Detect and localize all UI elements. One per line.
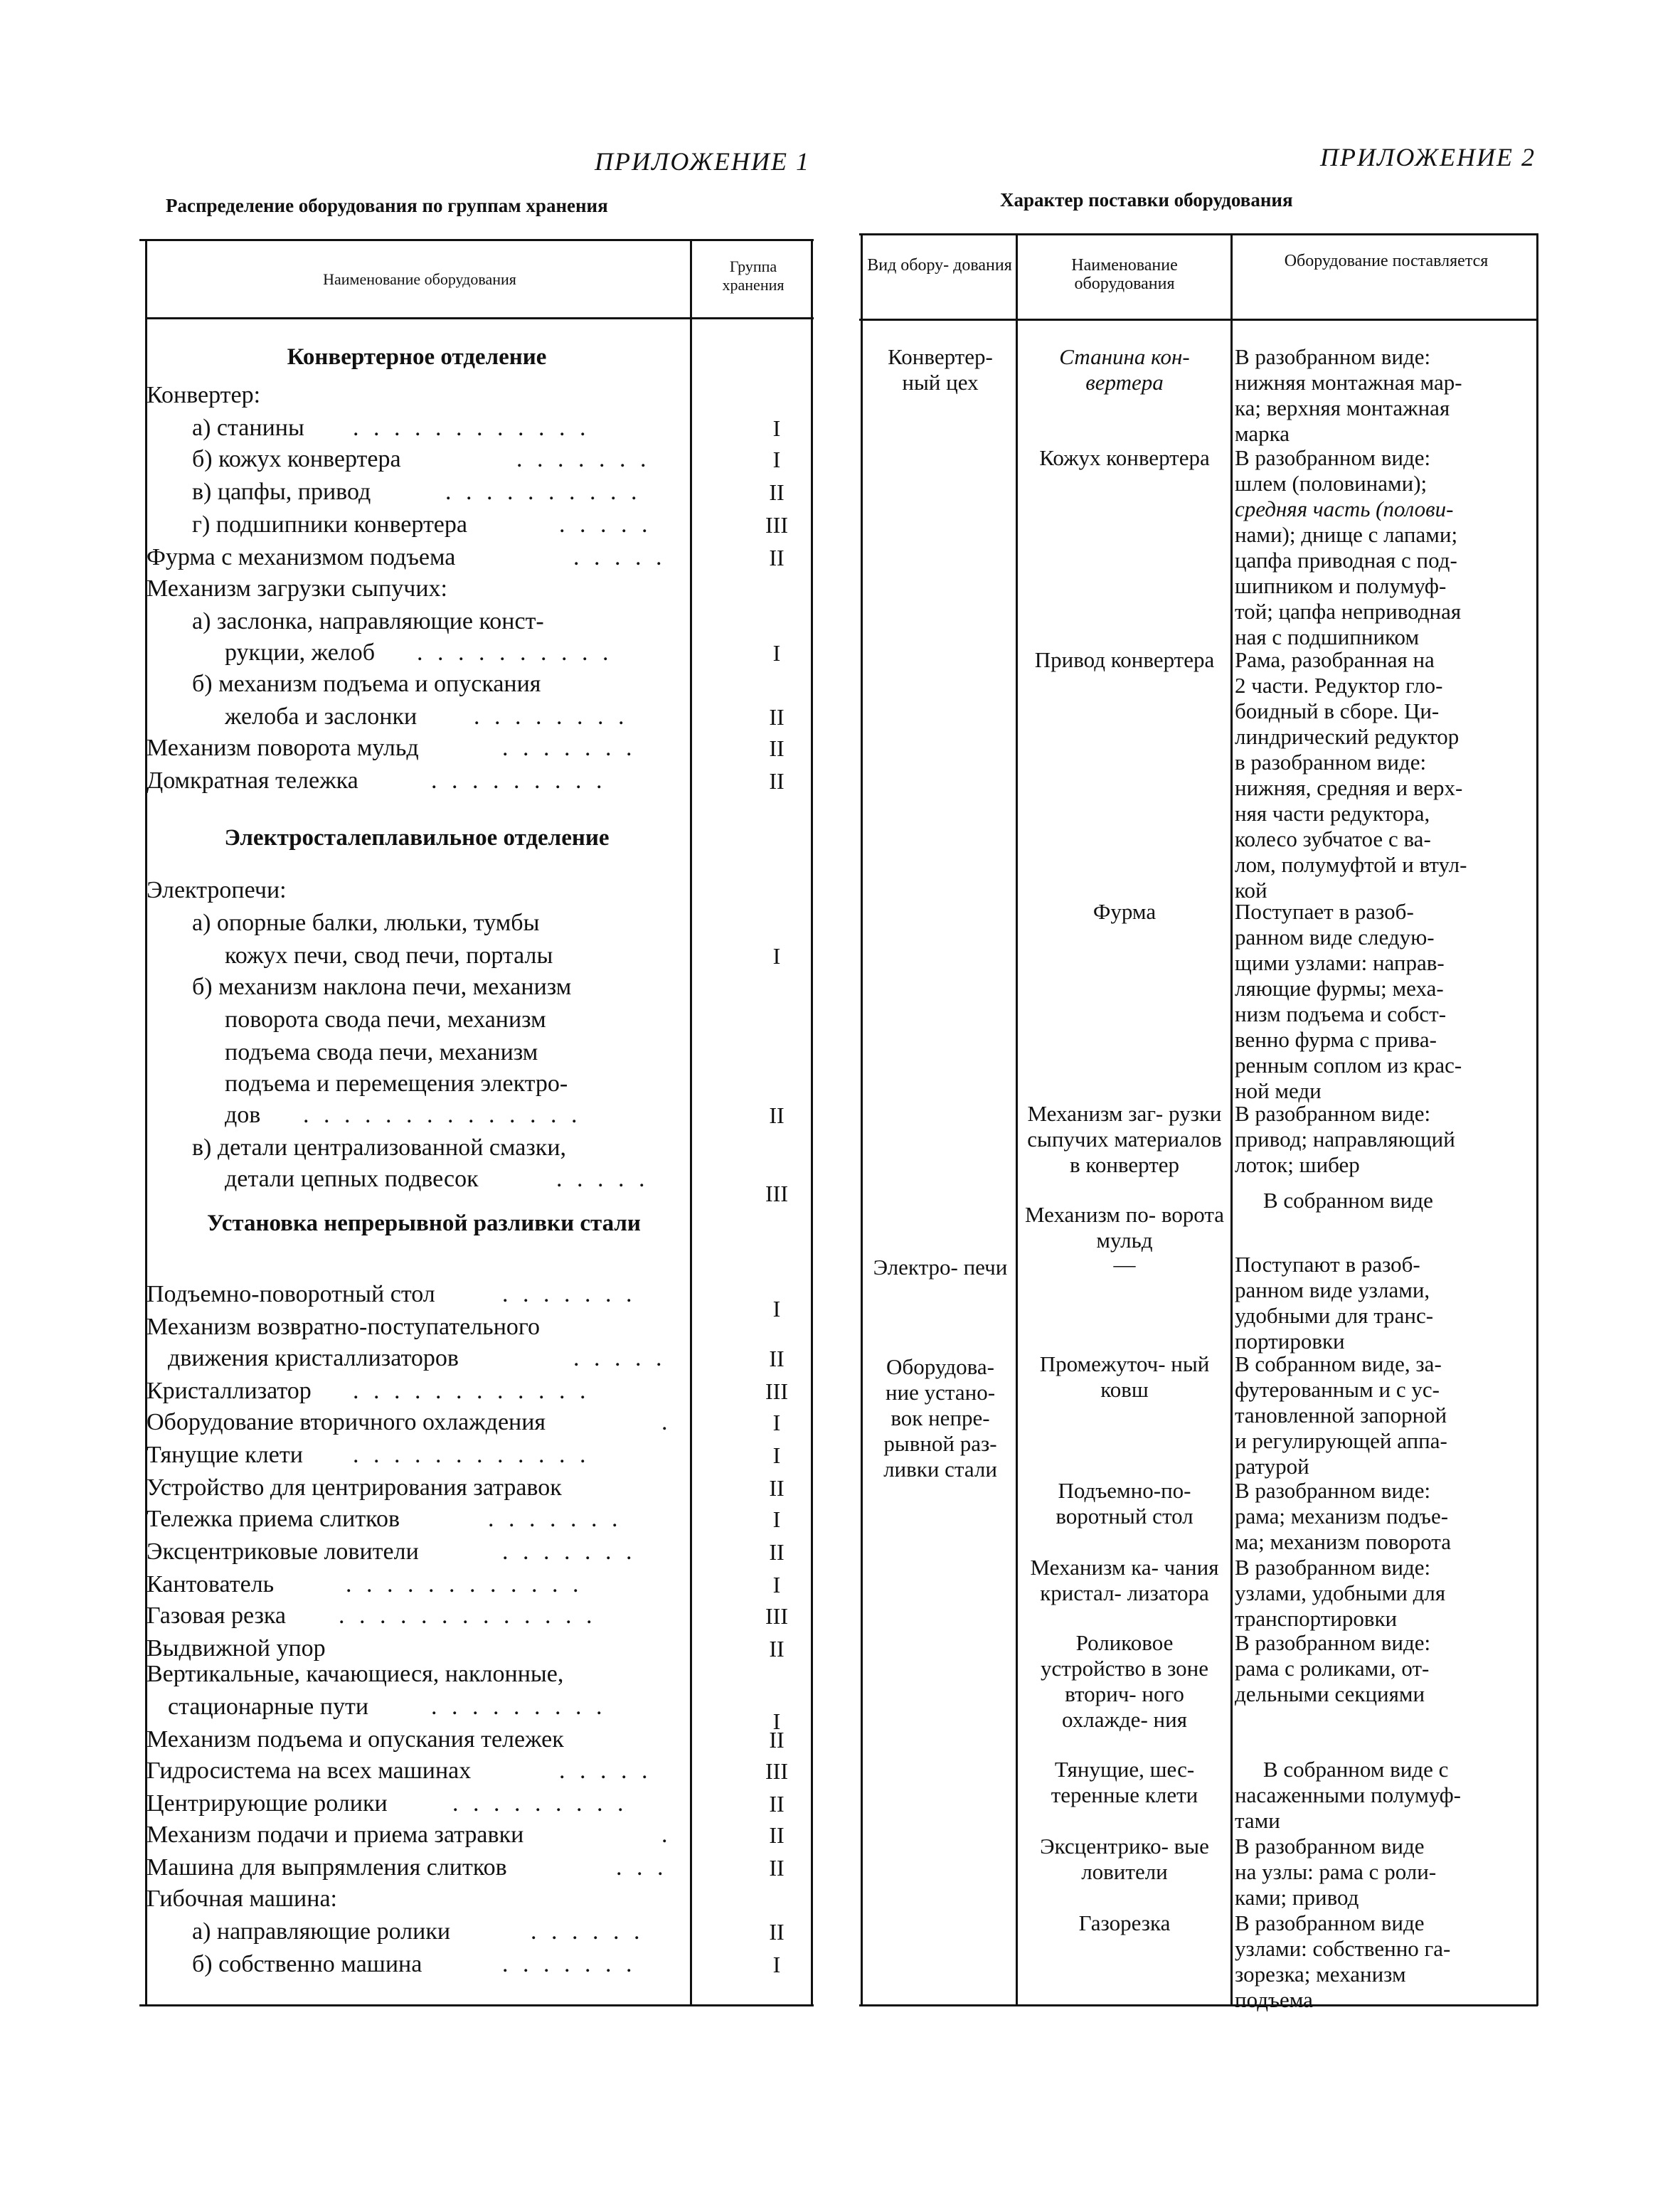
delivery-line: нижняя, средняя и верх- [1235,775,1463,800]
row-name: стационарные пути [168,1694,369,1720]
item-delivery [1235,1478,1549,1555]
row-name: Машина для выпрямления слитков [147,1854,507,1881]
row-group: II [769,1539,785,1565]
table1-header-rule [147,317,814,319]
row-group: II [769,768,785,794]
item-delivery [1235,1630,1549,1707]
item-name: Фурма [1092,899,1157,924]
row-group: I [772,1708,781,1734]
delivery-line: зорезка; механизм [1235,1962,1406,1987]
leader-dots: . . . . . . . [502,1538,637,1565]
delivery-line: привод; направляющий [1235,1127,1455,1152]
row-name: Гибочная машина: [147,1886,337,1912]
row-group: II [769,1855,785,1881]
delivery-line: В собранном виде с [1263,1757,1449,1782]
section-title: Конвертерное отделение [287,344,547,370]
row-name: Устройство для центрирования затравок [147,1474,562,1501]
row-group: II [769,1475,785,1501]
row-group: II [769,1727,785,1753]
table-row [147,573,886,605]
table-row [147,875,886,906]
delivery-line: ма; механизм поворота [1235,1529,1451,1554]
delivery-line: В разобранном виде: [1235,1630,1431,1655]
item-name: Механизм заг- рузки сыпучих материалов в конвертер [1027,1101,1222,1177]
item-delivery [1235,344,1549,447]
leader-dots: . . . . . . . . . [431,767,607,794]
row-name: Механизм подъема и опускания тележек [147,1726,564,1753]
table-row [147,701,886,733]
delivery-line: ка; верхняя монтажная [1235,395,1450,420]
row-name: Электропечи: [147,877,287,903]
delivery-line: подъема [1235,1987,1313,2012]
row-name: б) кожух конвертера [192,446,401,472]
row-group: I [772,1506,781,1532]
table-row [147,1004,886,1036]
table-row [147,1883,886,1915]
delivery-line: цапфа приводная с под- [1235,548,1457,573]
section-title: Установка непрерывной разливки стали [207,1211,641,1236]
delivery-line: тами [1235,1808,1280,1833]
delivery-line: узлами: собственно га- [1235,1936,1451,1961]
row-group: II [769,545,785,570]
delivery-line: ренным соплом из крас- [1235,1053,1462,1078]
table-row [147,1037,886,1068]
table1-header-group: Группа хранения [722,257,785,294]
row-group: III [765,1378,788,1404]
delivery-line: портировки [1235,1329,1345,1354]
item-name: Кожух конвертера [1039,445,1210,470]
row-group: I [772,1410,781,1435]
delivery-line: насаженными полумуф- [1235,1782,1461,1807]
delivery-line: ранном виде следую- [1235,925,1435,950]
leader-dots: . . . . . . . . . . . . . . [303,1102,582,1128]
delivery-line: средняя часть (полови- [1235,496,1454,521]
table-row [147,765,886,797]
row-group: II [769,1919,785,1945]
row-name: б) механизм наклона печи, механизм [192,974,572,1000]
table-row [147,972,886,1003]
leader-dots: . . . . . [556,1166,649,1192]
delivery-line: В разобранном виде: [1235,1555,1431,1580]
delivery-line: кой [1235,878,1267,903]
item-delivery [1235,1910,1549,2013]
table-row [147,413,886,444]
table-row [147,1600,886,1632]
table-row [147,1755,886,1787]
table1-top-rule [139,239,814,241]
table-row [147,477,886,508]
row-name: б) собственно машина [192,1951,422,1977]
row-name: желоба и заслонки [225,703,418,730]
leader-dots: . [661,1822,672,1848]
row-group: III [765,512,788,538]
row-group: II [769,1791,785,1817]
row-name: Конвертер: [147,382,261,408]
delivery-line: лоток; шибер [1235,1152,1360,1177]
item-name: Промежуточ- ный ковш [1039,1351,1210,1402]
row-name: Гидросистема на всех машинах [147,1758,472,1784]
delivery-line: щими узлами: направ- [1235,950,1445,975]
delivery-line: рама с роликами, от- [1235,1656,1430,1681]
table-row [147,1376,886,1407]
item-delivery [1235,1757,1549,1834]
table2-col1-rule [1016,233,1018,2006]
item-delivery [1235,647,1549,903]
leader-dots: . . . . . . . . . [452,1790,628,1817]
row-name: а) заслонка, направляющие конст- [192,608,544,634]
section-title: Электросталеплавильное отделение [224,825,610,851]
row-name: Тянущие клети [147,1442,303,1468]
delivery-line: В разобранном виде: [1235,445,1431,470]
leader-dots: . . . . . . . [502,1281,637,1307]
leader-dots: . . . . . . . . . . . . . [339,1602,597,1629]
item-delivery [1235,1252,1549,1354]
delivery-line: няя части редуктора, [1235,801,1430,826]
delivery-line: футерованным и с ус- [1235,1377,1440,1402]
delivery-line: узлами, удобными для [1235,1580,1446,1605]
row-name: в) детали централизованной смазки, [192,1134,567,1161]
row-group: III [765,1181,788,1206]
table-row [147,637,886,669]
item-name: Привод конвертера [1034,647,1215,672]
table-row [147,1312,886,1343]
table-row [147,1536,886,1568]
table2-top-rule [859,233,1538,235]
delivery-line: шлем (половинами); [1235,471,1428,496]
row-name: Фурма с механизмом подъема [147,544,456,570]
leader-dots: . . . . . . . . . . [417,639,613,666]
row-group: I [772,1952,781,1977]
row-group: III [765,1603,788,1629]
table-row [147,1504,886,1535]
row-name: б) механизм подъема и опускания [192,671,541,697]
row-name: подъема свода печи, механизм [225,1039,538,1065]
delivery-line: тановленной запорной [1235,1403,1447,1428]
leader-dots: . . . . . . . . . [431,1694,607,1720]
leader-dots: . . . . . [559,511,652,538]
row-name: Оборудование вторичного охлаждения [147,1409,546,1435]
table-row [147,1724,886,1755]
leader-dots: . . . . . [573,1345,666,1371]
kind-cell: Электро- печи [873,1255,1008,1280]
leader-dots: . . . . . . . . . . [445,479,642,505]
item-name: Тянущие, шес- теренные клети [1051,1757,1198,1807]
table-row [147,1916,886,1947]
delivery-line: и регулирующей аппа- [1235,1428,1447,1453]
row-name: рукции, желоб [225,639,376,666]
table-row [147,1407,886,1438]
row-name: детали цепных подвесок [225,1166,479,1192]
table2-header-rule [859,319,1538,321]
leader-dots: . . . [616,1854,668,1881]
row-group: I [772,943,781,969]
row-name: а) направляющие ролики [192,1918,451,1945]
row-name: Выдвижной упор [147,1635,326,1662]
table-row [147,1440,886,1471]
table-row [147,1132,886,1164]
item-name: Подъемно-по- воротный стол [1056,1478,1193,1529]
table-row [147,606,886,637]
table-row [147,1068,886,1100]
delivery-line: дельными секциями [1235,1681,1425,1706]
row-name: Механизм загрузки сыпучих: [147,575,447,602]
table-row [147,444,886,475]
table-row [147,1819,886,1851]
delivery-line: В разобранном виде [1235,1834,1425,1859]
table-row [147,1164,886,1206]
table-row [147,669,886,700]
table2-header-kind: Вид обору- дования [867,256,1012,275]
delivery-line: нижняя монтажная мар- [1235,370,1462,395]
row-group: II [769,735,785,761]
leader-dots: . . . . . . . [516,446,651,472]
delivery-line: ратурой [1235,1454,1309,1479]
item-name: Газорезка [1078,1910,1171,1935]
leader-dots: . . . . . [573,544,666,570]
delivery-line: транспортировки [1235,1606,1398,1631]
table1-header-name: Наименование оборудования [323,270,516,288]
row-group: I [772,640,781,666]
delivery-line: ляющие фурмы; меха- [1235,976,1444,1001]
delivery-line: удобными для транс- [1235,1303,1434,1328]
kind-cell: Оборудова- ние устано- вок непре- рывной раз- ливки стали [883,1354,997,1482]
delivery-line: 2 части. Редуктор гло- [1235,673,1443,698]
delivery-line: ная с подшипником [1235,624,1420,649]
delivery-line: той; цапфа неприводная [1235,599,1462,624]
table-row [147,1788,886,1819]
item-delivery [1235,899,1549,1104]
row-group: I [772,1442,781,1468]
table-row [147,380,886,411]
leader-dots: . . . . . . . . . . . . [346,1571,583,1597]
row-name: Подъемно-поворотный стол [147,1281,435,1307]
table-row [147,509,886,541]
delivery-line: В собранном виде [1263,1188,1433,1213]
leader-dots: . . . . . . . . . . . . [353,1442,590,1468]
row-name: Кантователь [147,1571,275,1597]
table-row [147,940,886,972]
delivery-line: венно фурма с прива- [1235,1027,1437,1052]
row-name: поворота свода печи, механизм [225,1006,546,1033]
row-name: Кристаллизатор [147,1378,312,1404]
table2-header-name: Наименование оборудования [1071,256,1178,293]
row-group: II [769,1102,785,1128]
row-name: Механизм возвратно-поступательного [147,1314,540,1340]
delivery-line: Поступает в разоб- [1235,899,1414,924]
delivery-line: лом, полумуфтой и втул- [1235,852,1467,877]
row-group: III [765,1758,788,1784]
delivery-line: В разобранном виде: [1235,1101,1431,1126]
leader-dots: . . . . . . . [502,735,637,761]
row-name: Механизм подачи и приема затравки [147,1822,524,1848]
delivery-line: В разобранном виде: [1235,1478,1431,1503]
item-delivery [1235,1101,1549,1178]
delivery-line: Поступают в разоб- [1235,1252,1420,1277]
row-name: а) станины [192,415,304,441]
leader-dots: . . . . . . . . . . . . [353,415,590,441]
row-name: Тележка приема слитков [147,1506,400,1532]
item-delivery [1235,1555,1549,1632]
leader-dots: . . . . . [559,1758,652,1784]
delivery-line: в разобранном виде: [1235,750,1427,775]
delivery-line: колесо зубчатое с ва- [1235,826,1431,851]
leader-dots: . . . . . . . [488,1506,622,1532]
row-group: II [769,479,785,505]
table-row [147,1279,886,1322]
appendix1-title: Распределение оборудования по группам хранения [166,195,608,216]
appendix2-label: ПРИЛОЖЕНИЕ 2 [1320,143,1536,171]
item-name: — [1113,1252,1136,1277]
item-name: Механизм ка- чания кристал- лизатора [1030,1555,1219,1605]
delivery-line: В собранном виде, за- [1235,1351,1442,1376]
item-delivery [1235,1188,1549,1213]
row-group: I [772,1572,781,1597]
item-name: Эксцентрико- вые ловители [1040,1834,1209,1884]
item-delivery [1235,1351,1549,1479]
item-delivery [1235,445,1549,650]
delivery-line: ной меди [1235,1078,1322,1103]
row-group: II [769,704,785,730]
row-name: г) подшипники конвертера [192,511,467,538]
leader-dots: . . . . . . . [502,1951,637,1977]
item-delivery [1235,1834,1549,1910]
delivery-line: нами); днище с лапами; [1235,522,1458,547]
table-row [147,1343,886,1374]
delivery-line: Рама, разобранная на [1235,647,1435,672]
table-row [147,1100,886,1131]
table2-left-rule [861,233,863,2006]
table-row [147,1691,886,1734]
table-row [147,542,886,573]
table-row [147,1949,886,1980]
table-row [147,1472,886,1504]
table-row [147,1569,886,1600]
row-group: I [772,1296,781,1322]
leader-dots: . . . . . . [531,1918,644,1945]
table2-header-delivery: Оборудование поставляется [1284,252,1489,270]
row-group: I [772,447,781,472]
delivery-line: В разобранном виде: [1235,344,1431,369]
delivery-line: ками; привод [1235,1885,1359,1910]
table-row [147,1852,886,1883]
row-name: Газовая резка [147,1602,286,1629]
leader-dots: . . . . . . . . [474,703,629,730]
appendix1-label: ПРИЛОЖЕНИЕ 1 [595,147,810,176]
row-name: кожух печи, свод печи, порталы [225,942,553,969]
row-group: II [769,1636,785,1662]
delivery-line: рама; механизм подъе- [1235,1504,1449,1529]
table-row [147,908,886,939]
delivery-line: на узлы: рама с роли- [1235,1859,1437,1884]
leader-dots: . [661,1409,672,1435]
row-name: дов [225,1102,261,1128]
delivery-line: шипником и полумуф- [1235,573,1447,598]
row-name: подъема и перемещения электро- [225,1070,568,1097]
row-name: Вертикальные, качающиеся, наклонные, [147,1661,564,1687]
row-name: а) опорные балки, люльки, тумбы [192,910,540,936]
delivery-line: боидный в сборе. Ци- [1235,698,1440,723]
row-group: II [769,1346,785,1371]
row-name: Механизм поворота мульд [147,735,419,761]
appendix2-title: Характер поставки оборудования [1000,189,1293,211]
row-name: движения кристаллизаторов [168,1345,459,1371]
row-name: Домкратная тележка [147,767,358,794]
delivery-line: низм подъема и собст- [1235,1001,1447,1026]
item-name: Механизм по- ворота мульд [1024,1202,1225,1253]
table-row [147,1659,886,1690]
table2-col2-rule [1230,233,1233,2006]
row-group: II [769,1822,785,1848]
row-group: I [772,415,781,441]
kind-cell: Конвертер- ный цех [888,344,993,395]
leader-dots: . . . . . . . . . . . . [353,1378,590,1404]
item-name: Станина кон- вертера [1059,344,1190,395]
table-row [147,733,886,764]
row-name: Эксцентриковые ловители [147,1538,419,1565]
delivery-line: ранном виде узлами, [1235,1277,1430,1302]
delivery-line: линдрический редуктор [1235,724,1460,749]
delivery-line: марка [1235,421,1290,446]
delivery-line: В разобранном виде [1235,1910,1425,1935]
row-name: Центрирующие ролики [147,1790,388,1817]
table1-bottom-rule [139,2004,814,2006]
item-name: Роликовое устройство в зоне вторич- ного охлажде- ния [1040,1630,1209,1732]
row-name: в) цапфы, привод [192,479,371,505]
